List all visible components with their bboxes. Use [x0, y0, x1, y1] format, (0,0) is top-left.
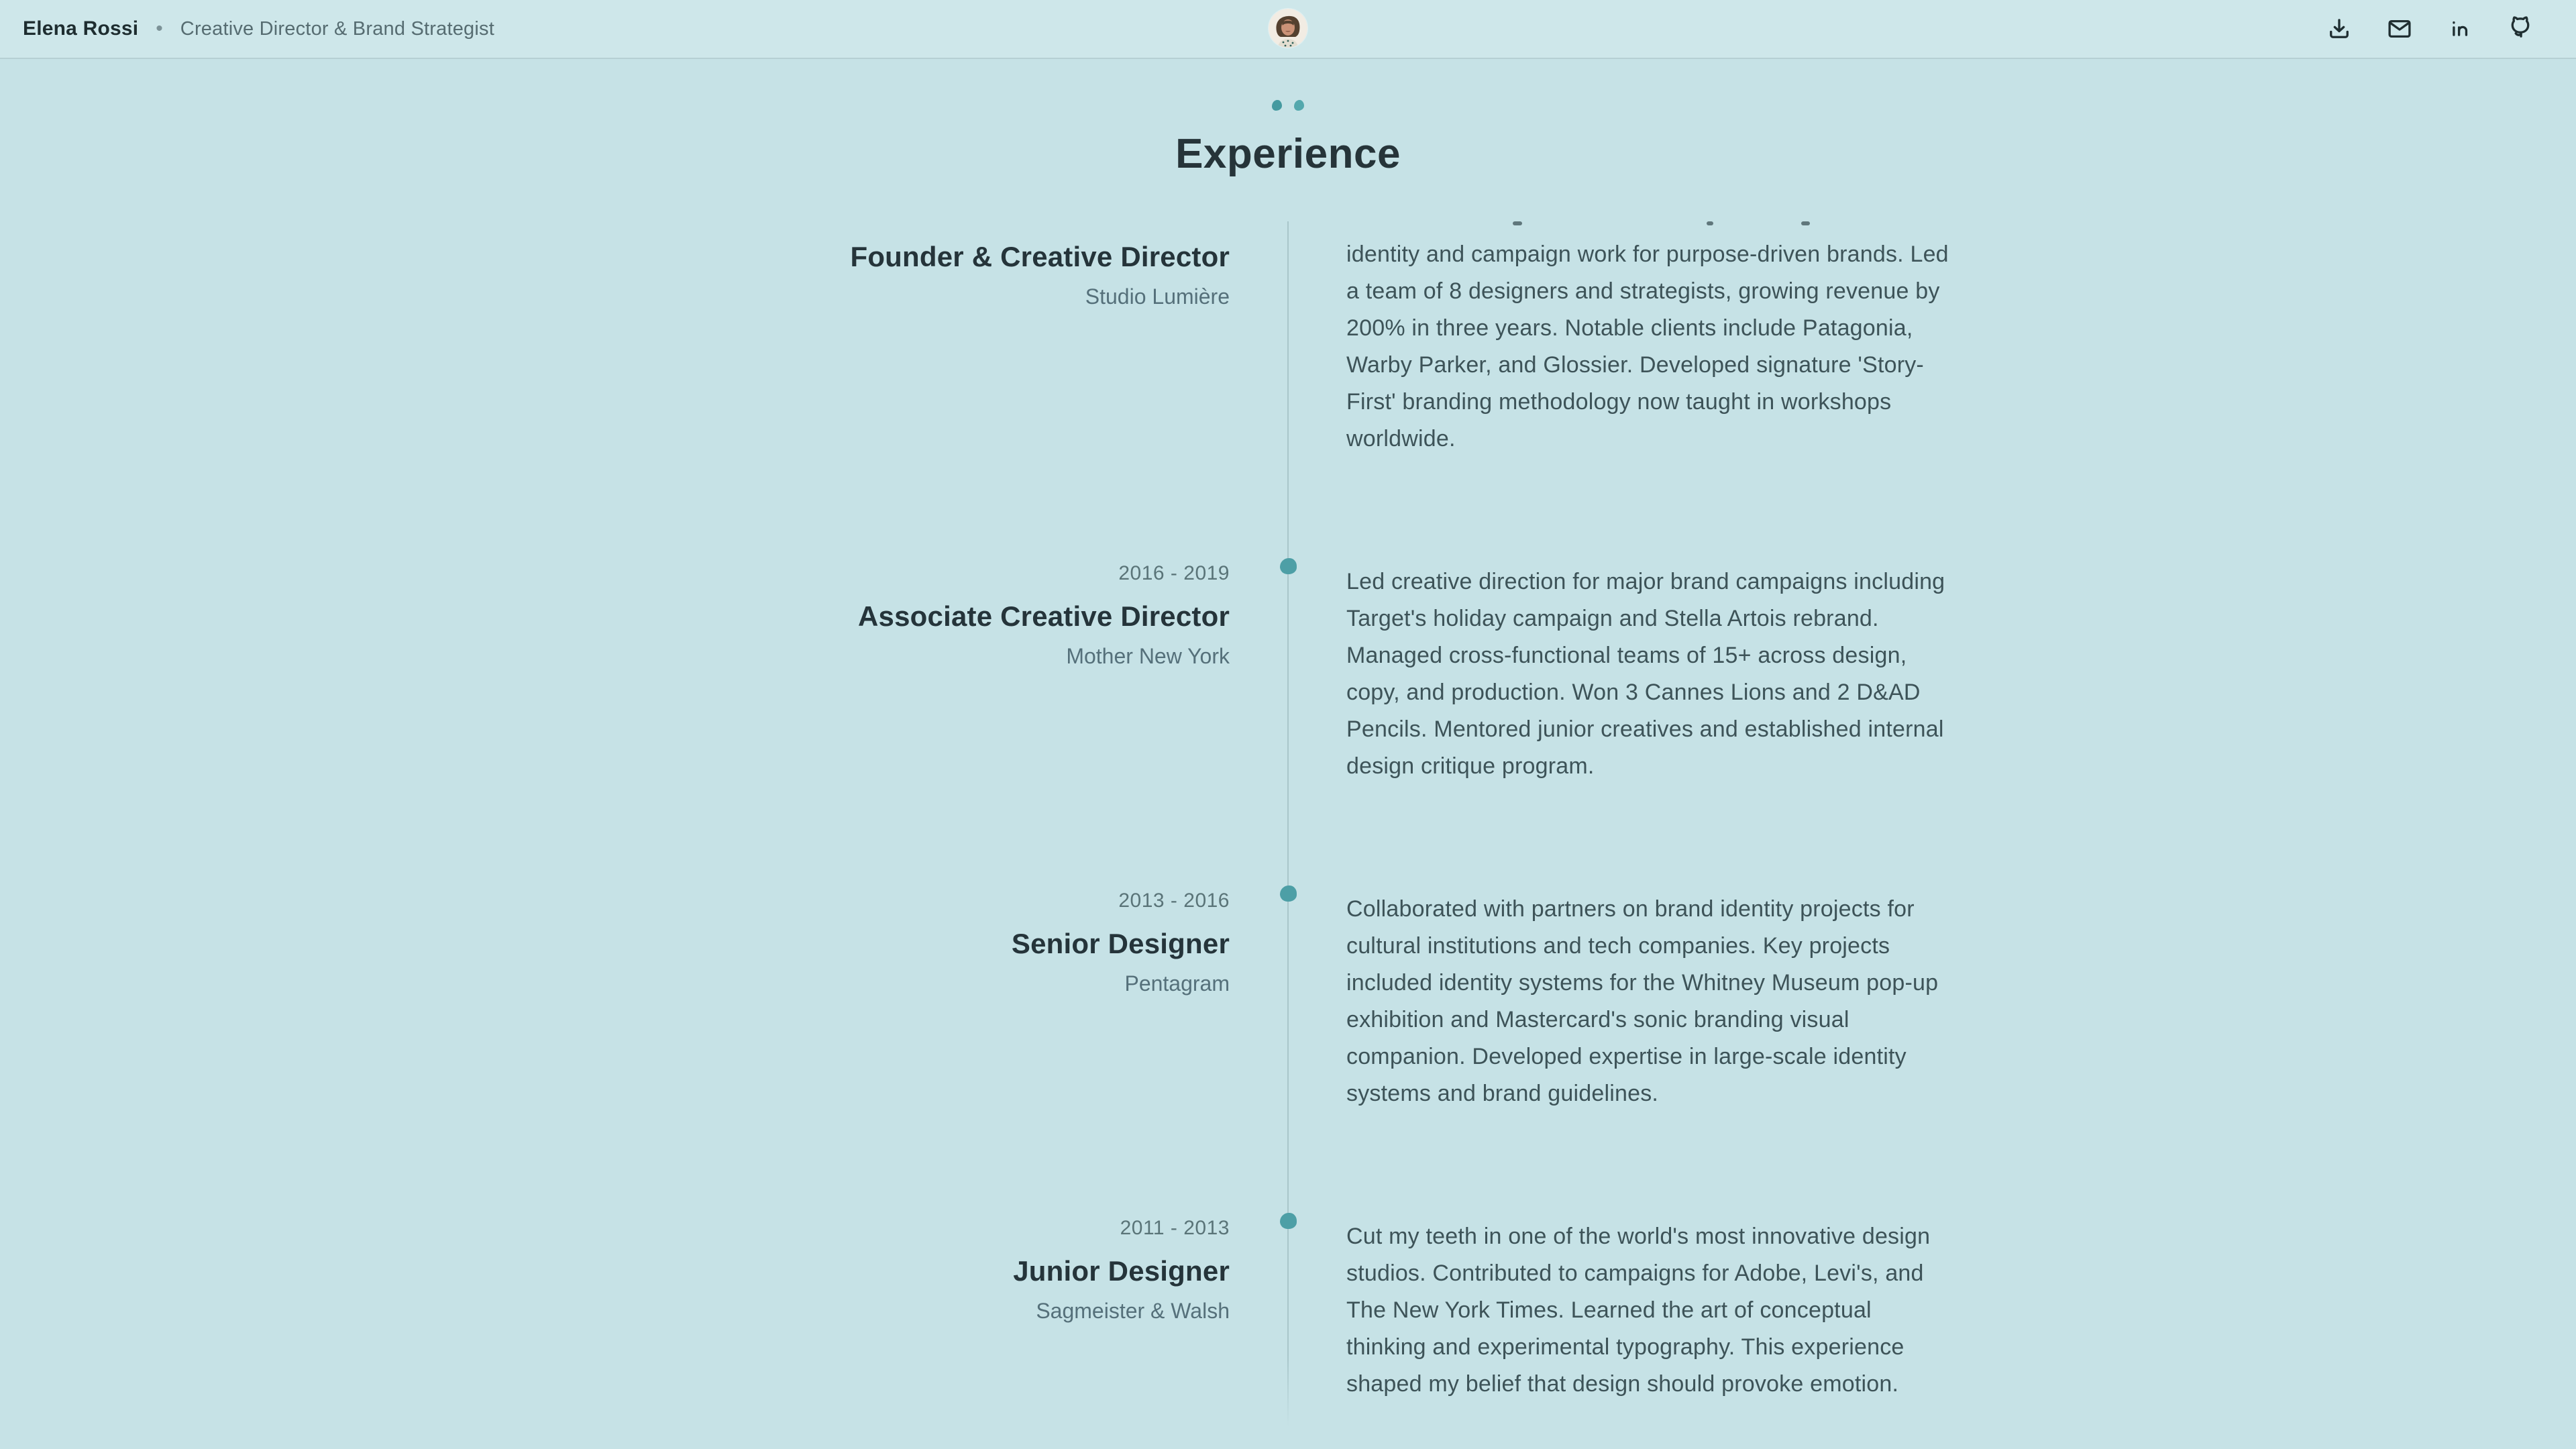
job-description: Led creative direction for major brand campaigns including Target's holiday campaign and Stella Artois rebrand. Managed cross-functional teams of 15+ across design, copy, and production. Won 3 Cannes Lions and 2 D&AD Pencils. Mentored junior creatives and established internal design critique program. [1346, 569, 1945, 779]
dot-separator-icon: • [156, 17, 163, 40]
job-company: Pentagram [1124, 971, 1230, 996]
entry-meta [0, 238, 1230, 311]
timeline-dot-icon [1280, 558, 1297, 574]
job-dates: 2013 - 2016 [1118, 890, 1230, 912]
job-title: Junior Designer [1013, 1255, 1230, 1287]
job-description: identity and campaign work for purpose-driven brands. Led a team of 8 designers and strategists, growing revenue by 200% in three years. Notable clients include Patagonia, Warby Parker, and Glossier. Developed signature 'Story-First' branding methodology now taught in workshops worldwide. [1346, 241, 1949, 451]
person-role: Creative Director & Brand Strategist [180, 17, 494, 40]
job-title: Senior Designer [1011, 928, 1230, 959]
github-icon[interactable] [2506, 15, 2534, 43]
header-actions [2325, 15, 2534, 43]
timeline-dot-icon [1280, 885, 1297, 902]
mail-icon[interactable] [2385, 15, 2414, 43]
job-company: Sagmeister & Walsh [1036, 1299, 1230, 1323]
job-title: Associate Creative Director [858, 600, 1230, 632]
job-description: Collaborated with partners on brand identity projects for cultural institutions and tech companies. Key projects included identity systems for the Whitney Museum pop-up exhibition and Mastercard's sonic branding visual companion. Developed expertise in large-scale identity systems and brand guidelines. [1346, 896, 1939, 1106]
timeline-line [1287, 221, 1289, 1428]
avatar-image [1269, 9, 1307, 48]
entry-meta [0, 560, 1230, 670]
timeline-dot-icon [1280, 1213, 1297, 1229]
job-company: Studio Lumière [1085, 284, 1230, 309]
linkedin-icon[interactable] [2446, 15, 2474, 43]
entry-description-block [1346, 1218, 1953, 1403]
clipped-text-line [1346, 221, 1953, 236]
entry-description-block [1346, 564, 1953, 785]
job-company: Mother New York [1066, 644, 1230, 668]
download-icon[interactable] [2325, 15, 2353, 43]
entry-meta [0, 888, 1230, 998]
entry-description-block [1346, 221, 1953, 458]
entry-description-block [1346, 891, 1953, 1112]
header-identity [23, 17, 494, 40]
deco-dot-icon [1294, 100, 1304, 111]
deco-dot-icon [1272, 100, 1282, 111]
person-name: Elena Rossi [23, 17, 139, 40]
experience-timeline [0, 221, 2576, 1449]
job-dates: 2011 - 2013 [1120, 1217, 1230, 1239]
job-title: Founder & Creative Director [850, 241, 1230, 272]
avatar[interactable] [1269, 9, 1307, 48]
job-description: Cut my teeth in one of the world's most innovative design studios. Contributed to campaigns for Adobe, Levi's, and The New York Times. Learned the art of conceptual thinking and experimental typography. This experience shaped my belief that design should provoke emotion. [1346, 1224, 1931, 1397]
job-dates: 2016 - 2019 [1118, 562, 1230, 584]
entry-meta [0, 1215, 1230, 1325]
section-title: Experience [1175, 131, 1401, 177]
section-deco-dots [1272, 100, 1304, 111]
